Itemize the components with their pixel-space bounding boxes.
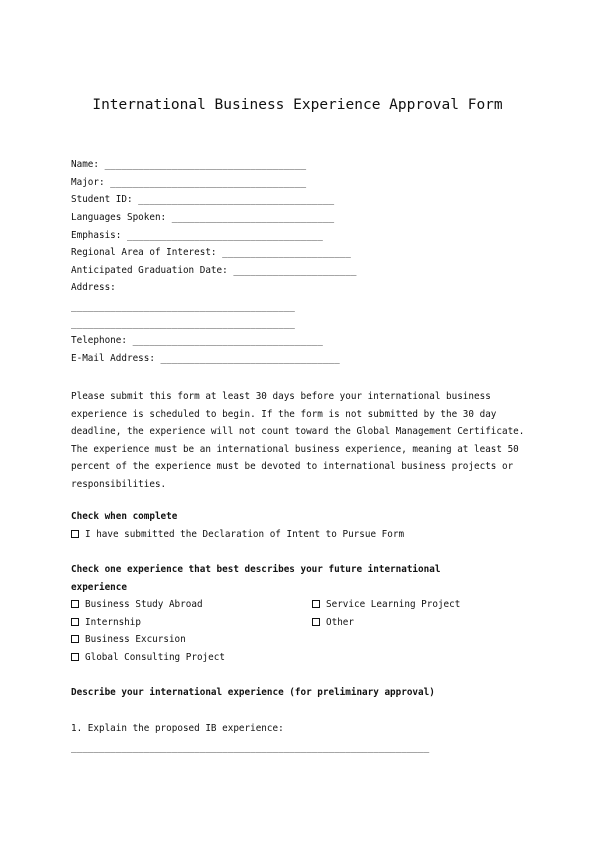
internship-checkbox[interactable] [71,618,79,626]
question-1-answer-line[interactable]: ________________________________________________________________ [71,742,430,753]
check-complete-heading: Check when complete [71,511,178,522]
option-business-excursion[interactable] [71,634,186,646]
student-id-field[interactable]: Student ID: ___________________________________ [71,194,335,205]
major-field[interactable]: Major: ___________________________________ [71,177,307,188]
declaration-checkbox[interactable] [71,530,79,538]
question-1: 1. Explain the proposed IB experience: [71,723,284,734]
option-label: Internship [85,617,141,628]
form-title: International Business Experience Approval Form [92,97,503,113]
name-field[interactable]: Name: ____________________________________ [71,159,307,170]
option-service-learning[interactable] [312,599,460,611]
instructions-line: Please submit this form at least 30 days before your international business [71,391,491,402]
study-abroad-checkbox[interactable] [71,600,79,608]
service-learning-checkbox[interactable] [312,600,320,608]
instructions-line: The experience must be an international business experience, meaning at least 50 [71,443,519,455]
region-field[interactable]: Regional Area of Interest: _______________________ [71,247,351,258]
instructions-paragraph [71,388,525,493]
option-label: Service Learning Project [326,599,461,610]
instructions-line: responsibilities. [71,478,167,490]
other-checkbox[interactable] [312,618,320,626]
address-label: Address: [71,282,116,293]
option-label: Global Consulting Project [85,652,225,663]
option-label: Business Study Abroad [85,599,203,610]
option-label: Business Excursion [85,634,186,645]
option-global-consulting[interactable] [71,652,225,664]
global-consulting-checkbox[interactable] [71,653,79,661]
instructions-line: deadline, the experience will not count toward the Global Management Certificate. [71,426,525,437]
declaration-label: I have submitted the Declaration of Intent to Pursue Form [85,529,405,540]
option-label: Other [326,617,354,628]
experience-heading-cont: experience [71,582,127,593]
option-other[interactable] [312,617,354,629]
instructions-line: percent of the experience must be devoted to international business projects or [71,461,514,472]
option-internship[interactable] [71,617,141,629]
declaration-checkbox-row[interactable] [71,529,404,541]
experience-heading: Check one experience that best describes your future international [71,564,441,575]
business-excursion-checkbox[interactable] [71,635,79,643]
email-field[interactable]: E-Mail Address: ________________________________ [71,353,340,364]
instructions-line: experience is scheduled to begin. If the form is not submitted by the 30 day [71,408,497,420]
graduation-field[interactable]: Anticipated Graduation Date: ______________________ [71,265,357,276]
describe-heading: Describe your international experience (for preliminary approval) [71,687,435,698]
emphasis-field[interactable]: Emphasis: ___________________________________ [71,230,323,241]
address-line-1[interactable]: ________________________________________ [71,301,295,312]
languages-field[interactable]: Languages Spoken: _____________________________ [71,212,335,223]
address-line-2[interactable]: ________________________________________ [71,318,295,329]
option-study-abroad[interactable] [71,599,203,611]
telephone-field[interactable]: Telephone: __________________________________ [71,335,323,346]
